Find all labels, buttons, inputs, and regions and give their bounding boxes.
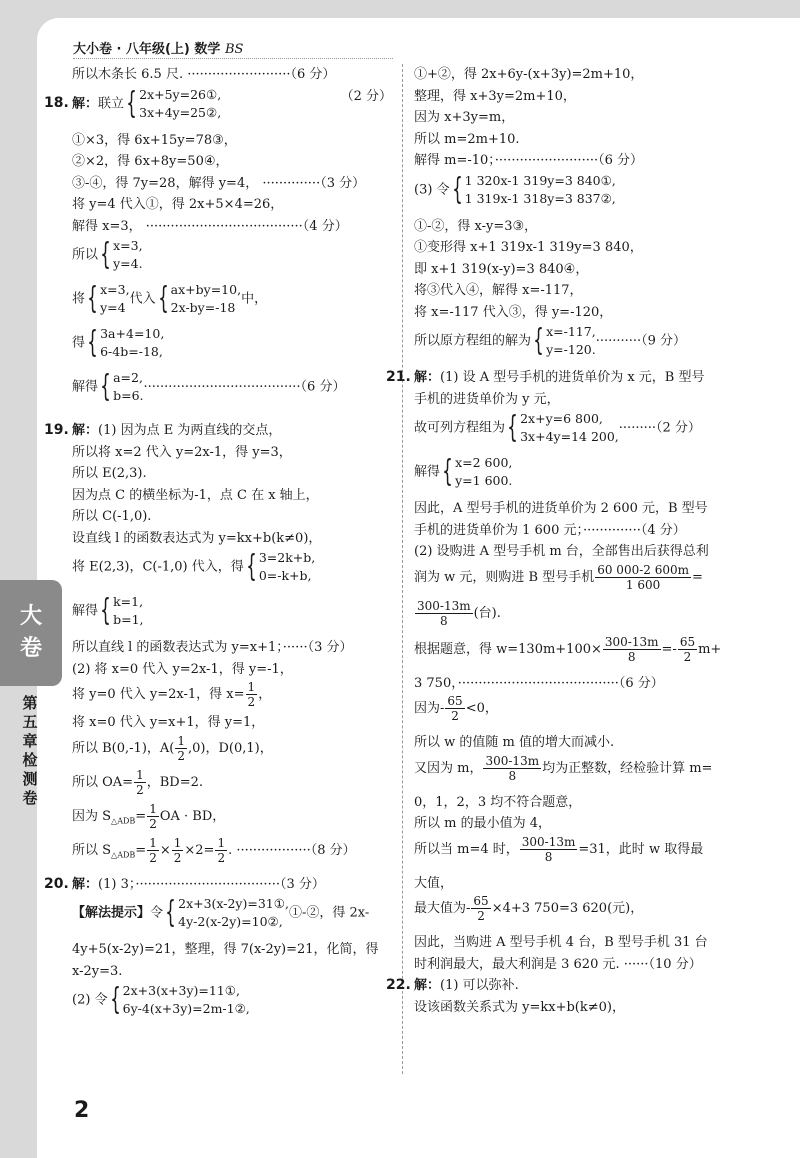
numerator: 65 (679, 634, 696, 649)
column-divider (402, 64, 403, 1074)
subscript: △ADB (111, 816, 136, 826)
text-line: ③-④，得 7y=28，解得 y=4， ··············（3 分） (72, 175, 366, 191)
text-fragment: . ··················（8 分） (228, 842, 356, 858)
text-line: 时利润最大，最大利润是 3 620 元. ······（10 分） (414, 956, 702, 972)
equation-system: { x=3, y=4. (100, 237, 143, 272)
numerator: 1 (247, 680, 256, 694)
fraction (147, 836, 159, 865)
problem-number: 18. (44, 95, 69, 111)
text-fragment: 所以当 m=4 时， (414, 841, 519, 857)
math-line (72, 281, 392, 325)
chapter-char: 章 (22, 732, 38, 750)
denominator: 2 (173, 850, 182, 865)
text-fragment: (2) 令 (72, 992, 108, 1008)
fraction (678, 635, 697, 664)
text-fragment: = (135, 842, 147, 858)
text-line: 因为点 C 的横坐标为-1，点 C 在 x 轴上， (72, 487, 319, 503)
equation: 6-4b=-18, (100, 344, 163, 359)
problem-number: 20. (44, 875, 69, 892)
equation: 2x+y=6 800, (520, 411, 603, 426)
text-line: 所以将 x=2 代入 y=2x-1，得 y=3， (72, 444, 292, 460)
equation: 1 319x-1 318y=3 837②, (464, 190, 616, 206)
text-fragment: 将 (72, 291, 86, 307)
equation-system: { 3a+4=10, 6-4b=-18, (87, 325, 165, 360)
equation: 2x+3(x-2y)=31①, (178, 896, 289, 911)
equation-system: { 2x+5y=26①, 3x+4y=25②, (126, 85, 222, 121)
denominator: 2 (149, 816, 157, 831)
fraction (483, 754, 541, 783)
chapter-char: 检 (22, 751, 38, 769)
equation: 0=-k+b, (258, 568, 312, 583)
header-edition: BS (224, 42, 244, 57)
text-fragment: =- (661, 641, 677, 657)
equation-system: { k=1, b=1, (100, 593, 144, 628)
equation-system: { 2x+3(x-2y)=31①, 4y-2(x-2y)=10②, (165, 895, 289, 930)
text-line: ①×3，得 6x+15y=78③， (72, 132, 237, 148)
problem-19 (44, 420, 392, 442)
text-fragment: 所以 B(0,-1)，A( (72, 740, 175, 756)
text-fragment: 令 (150, 905, 164, 921)
text-line: 所以 m=2m+10. (414, 131, 520, 147)
text-line: 所以 w 的值随 m 值的增大而减小. (414, 735, 615, 750)
denominator: 1 600 (625, 577, 661, 592)
numerator: 1 (136, 767, 144, 782)
math-line (72, 237, 392, 281)
fraction (215, 836, 227, 865)
math-line (414, 694, 752, 732)
text-line: 因此，当购进 A 型号手机 4 台，B 型号手机 31 台 (414, 935, 708, 950)
math-line (72, 680, 392, 712)
numerator: 60 000-2 600m (597, 562, 689, 577)
text-fragment: 因为 S (72, 808, 112, 824)
equation: 2x+3(x+3y)=11①, (122, 983, 240, 998)
text-fragment: ···········（9 分） (595, 333, 687, 349)
text-fragment: OA · BD， (159, 808, 226, 824)
text-fragment: 解得 (72, 379, 99, 395)
chapter-char: 测 (22, 770, 38, 788)
solution-label: 解： (414, 978, 441, 993)
equation-system: { 2x+3(x+3y)=11①, 6y-4(x+3y)=2m-1②, (109, 982, 250, 1017)
numerator: 300-13m (417, 598, 471, 613)
chapter-char: 五 (22, 713, 38, 731)
text-fragment: ①-②，得 2x- (288, 905, 370, 921)
text-line: 将 x=-117 代入③，得 y=-120， (414, 304, 613, 320)
text-line: (2) 设购进 A 型号手机 m 台，全部售出后获得总利 (414, 544, 709, 559)
text-fragment: 解得 (72, 603, 99, 619)
text-line: 所以 E(2,3). (72, 466, 147, 481)
text-fragment: 将 E(2,3)，C(-1,0) 代入，得 (72, 559, 244, 575)
denominator: 2 (683, 649, 692, 664)
text-line: (2) 将 x=0 代入 y=2x-1，得 y=-1， (72, 661, 293, 677)
text-line: 所以直线 l 的函数表达式为 y=x+1；······（3 分） (72, 640, 353, 655)
problem-21 (386, 367, 752, 389)
math-line (72, 325, 392, 369)
text-line: 设直线 l 的函数表达式为 y=kx+b(k≠0)， (72, 530, 322, 546)
math-line (72, 593, 392, 637)
text-fragment: × (159, 842, 171, 858)
numerator: 1 (177, 733, 185, 748)
math-line (72, 734, 392, 768)
text-fragment: ,0)，D(0,1)， (188, 740, 273, 756)
equation: y=4. (113, 256, 143, 271)
text-line: 即 x+1 319(x-y)=3 840④， (414, 261, 589, 277)
equation: 3=2k+b, (258, 550, 316, 565)
text-line: 所以木条长 6.5 尺. ·························（6 分） (72, 67, 336, 82)
problem-number: 19. (44, 422, 69, 438)
denominator: 2 (149, 850, 157, 865)
equation: 2x-by=-18 (170, 300, 236, 315)
left-column (44, 64, 392, 1026)
text-line: 将 y=4 代入①，得 2x+5×4=26， (72, 197, 284, 212)
text-line: 3 750，·······································（6 分） (414, 675, 664, 691)
equation: x=3, (100, 282, 130, 297)
equation: 6y-4(x+3y)=2m-1②, (122, 1001, 250, 1016)
text-line: 解得 m=-10；·························（6 分） (414, 153, 643, 168)
text-fragment: 润为 w 元，则购进 B 型号手机 (414, 569, 595, 585)
equation: k=1, (113, 594, 144, 609)
equation: x=3, (113, 238, 143, 253)
text-line: ①-②，得 x-y=3③， (414, 218, 538, 234)
denominator: 8 (544, 849, 553, 864)
numerator: 65 (447, 694, 463, 708)
text-fragment: 联立 (98, 96, 125, 111)
math-line (414, 754, 752, 792)
score-label: （2 分） (340, 88, 392, 104)
equation: b=6. (113, 388, 144, 403)
denominator: 2 (217, 850, 226, 865)
problem-22 (386, 975, 752, 997)
text-line: ①+②，得 2x+6y-(x+3y)=2m+10， (414, 67, 644, 82)
equation: y=1 600. (455, 473, 513, 488)
text-fragment: =31，此时 w 取得最 (578, 841, 704, 857)
text-fragment: ，BD=2. (146, 774, 203, 790)
equation-system: { x=2 600, y=1 600. (442, 454, 513, 489)
text-fragment: 所以 OA= (72, 774, 134, 790)
math-line (414, 635, 752, 673)
equation-system: { x=-117, y=-120. (533, 323, 596, 358)
fraction (172, 836, 184, 865)
solution-label: 解： (72, 876, 99, 892)
equation: y=-120. (546, 342, 596, 357)
math-line (72, 895, 392, 939)
text-fragment: (1) 设 A 型号手机的进货单价为 x 元，B 型号 (440, 370, 705, 385)
text-fragment: ×2= (184, 842, 215, 858)
header-rule (73, 58, 393, 59)
text-fragment: 因为- (414, 701, 445, 716)
text-fragment: 得 (72, 335, 86, 351)
equation-system: { 1 320x-1 319y=3 840①, 1 319x-1 318y=3 837②, (451, 171, 616, 207)
text-fragment: 代入 (129, 291, 156, 307)
text-line: 将③代入④，解得 x=-117， (414, 283, 583, 298)
text-fragment: ······································（6 分） (143, 379, 346, 395)
equation: 3x+4y=25②, (139, 104, 222, 120)
text-fragment: ， (258, 687, 272, 702)
denominator: 8 (439, 613, 448, 628)
text-line: 所以 m 的最小值为 4， (414, 816, 551, 831)
text-fragment: (1) 3；···································（3 分） (98, 876, 325, 892)
equation: 1 320x-1 319y=3 840①, (464, 172, 616, 188)
text-fragment: (1) 因为点 E 为两直线的交点， (98, 423, 282, 438)
numerator: 300-13m (521, 834, 576, 849)
text-fragment: 又因为 m， (414, 760, 483, 776)
numerator: 1 (149, 835, 157, 850)
numerator: 65 (473, 894, 489, 908)
equation-system: { x=3, y=4 (87, 281, 130, 316)
math-line (414, 894, 752, 932)
text-fragment: 将 y=0 代入 y=2x-1，得 x= (72, 687, 245, 702)
page-number: 2 (74, 1098, 90, 1123)
text-line: 整理，得 x+3y=2m+10， (414, 88, 576, 104)
text-line: 因为 x+3y=m， (414, 110, 515, 125)
math-line (72, 836, 392, 874)
solution-label: 解： (72, 423, 99, 438)
right-column (386, 64, 752, 1018)
text-fragment: ×4+3 750=3 620(元)， (491, 901, 644, 916)
chapter-char: 卷 (22, 789, 38, 807)
fraction (175, 734, 187, 763)
numerator: 1 (173, 835, 182, 850)
text-line: 0，1，2，3 均不符合题意， (414, 794, 582, 810)
text-fragment: = (692, 569, 703, 585)
numerator: 1 (217, 835, 226, 850)
text-fragment: 所以 (72, 247, 99, 263)
text-fragment: 解得 (414, 464, 441, 480)
text-line: 设该函数关系式为 y=kx+b(k≠0)， (414, 999, 625, 1015)
fraction (471, 894, 490, 923)
fraction (603, 635, 661, 664)
denominator: 2 (477, 909, 485, 923)
math-line (414, 410, 752, 454)
denominator: 8 (508, 768, 517, 783)
text-line: 大值， (414, 875, 454, 891)
equation-system: { a=2, b=6. (100, 369, 144, 404)
text-line: 将 x=0 代入 y=x+1，得 y=1， (72, 715, 265, 730)
text-fragment: 所以 S (72, 842, 112, 858)
text-line: x-2y=3. (72, 963, 123, 979)
side-tab (0, 580, 62, 686)
math-line (414, 599, 752, 635)
text-fragment: = (135, 808, 147, 824)
problem-20 (44, 874, 392, 896)
text-fragment: (3) 令 (414, 182, 450, 197)
equation: x=-117, (546, 324, 596, 339)
text-line: ②×2，得 6x+8y=50④， (72, 154, 229, 169)
text-fragment: 中， (241, 291, 268, 307)
equation-system: { 3=2k+b, 0=-k+b, (246, 549, 316, 584)
side-tab-char: 大 (19, 604, 42, 629)
fraction (147, 802, 159, 831)
hint-label: 【解法提示】 (72, 905, 151, 921)
math-line (414, 563, 752, 599)
math-line (414, 835, 752, 873)
side-tab-char: 卷 (19, 636, 42, 661)
text-line: 所以 C(-1,0). (72, 509, 152, 524)
denominator: 2 (177, 748, 185, 763)
text-fragment: m+ (698, 641, 722, 657)
denominator: 8 (627, 649, 636, 664)
equation: 3a+4=10, (100, 326, 165, 341)
text-fragment: 所以原方程组的解为 (414, 333, 532, 349)
equation: a=2, (113, 370, 143, 385)
text-line: ①变形得 x+1 319x-1 319y=3 840， (414, 240, 643, 255)
text-line: 手机的进货单价为 1 600 元；··············（4 分） (414, 522, 686, 538)
equation: ax+by=10, (170, 282, 242, 297)
equation: 4y-2(x-2y)=10②, (178, 914, 283, 929)
chapter-char: 第 (22, 694, 38, 712)
numerator: 300-13m (485, 753, 540, 768)
equation: 3x+4y=14 200, (520, 429, 619, 444)
math-line (414, 454, 752, 498)
math-line (414, 172, 752, 216)
page-header (73, 38, 243, 57)
chapter-label (10, 694, 50, 808)
problem-number: 21. (386, 369, 411, 385)
text-fragment: <0， (465, 701, 498, 716)
solution-label: 解： (414, 370, 441, 385)
text-fragment: (1) 可以弥补. (440, 978, 519, 993)
equation-system: { 2x+y=6 800, 3x+4y=14 200, (507, 410, 619, 445)
fraction (445, 694, 464, 723)
math-line (72, 768, 392, 802)
text-line: 手机的进货单价为 y 元， (414, 391, 560, 407)
text-line: 解得 x=3， ······································（4 分） (72, 218, 348, 234)
equation: x=2 600, (455, 455, 513, 470)
text-line: 4y+5(x-2y)=21，整理，得 7(x-2y)=21，化简，得 (72, 942, 379, 957)
problem-number: 22. (386, 977, 411, 993)
math-line (72, 982, 392, 1026)
text-fragment: ·········（2 分） (618, 420, 701, 436)
math-line (72, 549, 392, 593)
fraction (520, 835, 578, 864)
equation: y=4 (100, 300, 126, 315)
text-fragment: 均为正整数，经检验计算 m= (542, 760, 713, 776)
solution-label: 解： (72, 96, 99, 111)
denominator: 2 (451, 709, 459, 723)
subscript: △ADB (111, 850, 136, 860)
fraction (595, 563, 691, 592)
math-line (72, 802, 392, 836)
equation: b=1, (113, 612, 144, 627)
text-fragment: (台). (473, 605, 501, 621)
denominator: 2 (136, 782, 144, 797)
text-fragment: 故可列方程组为 (414, 420, 506, 436)
equation-system: { ax+by=10, 2x-by=-18 (157, 281, 242, 316)
math-line (414, 323, 752, 367)
text-line: 因此，A 型号手机的进货单价为 2 600 元，B 型号 (414, 501, 708, 516)
problem-18 (44, 85, 392, 130)
equation: 2x+5y=26①, (139, 86, 222, 102)
numerator: 300-13m (604, 634, 659, 649)
text-fragment: 最大值为- (414, 901, 471, 916)
denominator: 2 (247, 695, 256, 709)
header-title: 大小卷 · 八年级(上) 数学 (73, 42, 221, 57)
numerator: 1 (149, 801, 157, 816)
fraction (134, 768, 146, 797)
math-line (72, 369, 392, 413)
text-fragment: 根据题意，得 w=130m+100× (414, 641, 602, 657)
fraction (415, 599, 473, 628)
fraction (246, 680, 258, 709)
